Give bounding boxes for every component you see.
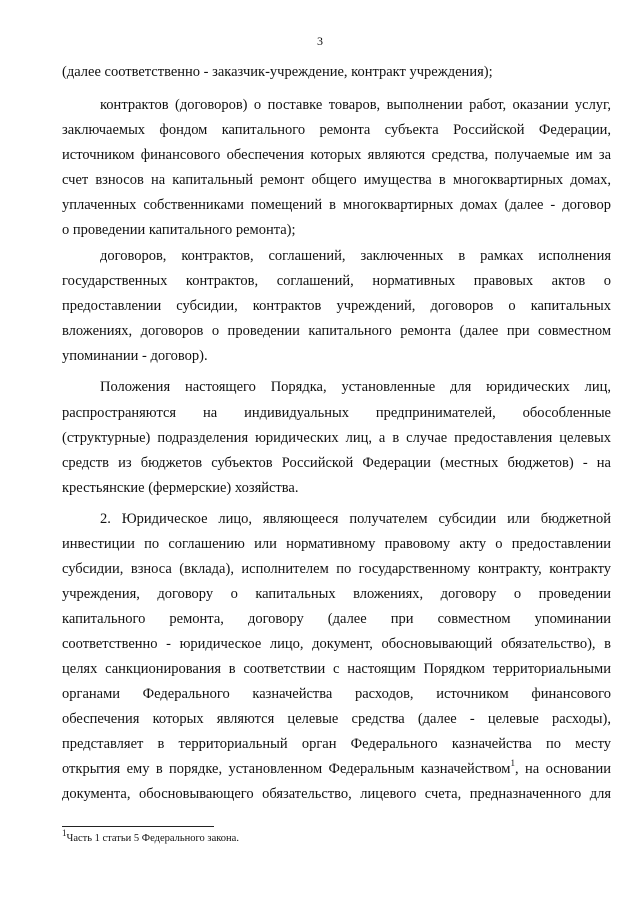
text-line-29: документа, обосновывающего обязательство, лицевого счета, предназначенного для: [62, 786, 611, 802]
footnote-reference: 1: [510, 758, 515, 769]
text-line-17: крестьянские (фермерские) хозяйства.: [62, 480, 299, 496]
footnote-text: Часть 1 статьи 5 Федерального закона.: [66, 833, 239, 844]
text-line-8: договоров, контрактов, соглашений, заключенных в рамках исполнения: [100, 248, 611, 264]
text-line-10: предоставлении субсидии, контрактов учреждений, договоров о капитальных: [62, 298, 611, 314]
text-line-2: контрактов (договоров) о поставке товаров, выполнении работ, оказании услуг,: [100, 97, 611, 113]
text-line-28: [62, 759, 611, 779]
text-line-27: представляет в территориальный орган Федерального казначейства по месту: [62, 736, 611, 752]
text-line-6: уплаченных собственниками помещений в многоквартирных домах (далее - договор: [62, 197, 611, 213]
text-line-20: субсидии, взноса (вклада), исполнителем по государственному контракту, контракту: [62, 561, 611, 577]
text-line-25: органами Федерального казначейства расходов, источником финансового: [62, 686, 611, 702]
page-number: 3: [317, 34, 323, 48]
text-line-9: государственных контрактов, соглашений, нормативных правовых актов о: [62, 273, 611, 289]
text-line-15: (структурные) подразделения юридических лиц, а в случае предоставления целевых: [62, 430, 611, 446]
text-line-7: о проведении капитального ремонта);: [62, 222, 296, 238]
text-line-28-main: открытия ему в порядке, установленном Федеральным казначейством: [62, 761, 511, 777]
text-line-28-suffix: , на основании: [515, 761, 612, 777]
text-line-18: 2. Юридическое лицо, являющееся получателем субсидии или бюджетной: [100, 511, 611, 527]
text-line-1: (далее соответственно - заказчик-учреждение, контракт учреждения);: [62, 64, 493, 80]
text-line-26: обеспечения которых являются целевые средства (далее - целевые расходы),: [62, 711, 611, 727]
text-line-16: средств из бюджетов субъектов Российской Федерации (местных бюджетов) - на: [62, 455, 611, 471]
text-line-21: учреждения, договору о капитальных вложениях, договору о проведении: [62, 586, 611, 602]
footnote-mark: 1: [62, 827, 67, 838]
text-line-11: вложениях, договоров о проведении капитального ремонта (далее при совместном: [62, 323, 611, 339]
text-line-12: упоминании - договор).: [62, 348, 208, 364]
text-line-19: инвестиции по соглашению или нормативному правовому акту о предоставлении: [62, 536, 611, 552]
footnote-divider: [62, 826, 214, 827]
text-line-13: Положения настоящего Порядка, установленные для юридических лиц,: [100, 379, 611, 395]
text-line-23: соответственно - юридическое лицо, документ, обосновывающий обязательство), в: [62, 636, 611, 652]
text-line-3: заключаемых фондом капитального ремонта субъекта Российской Федерации,: [62, 122, 611, 138]
text-line-14: распространяются на индивидуальных предпринимателей, обособленные: [62, 405, 611, 421]
text-line-24: целях санкционирования в соответствии с настоящим Порядком территориальными: [62, 661, 611, 677]
footnote: [62, 827, 239, 846]
text-line-4: источником финансового обеспечения которых являются средства, получаемые им за: [62, 147, 611, 163]
text-line-5: счет взносов на капитальный ремонт общего имущества в многоквартирных домах,: [62, 172, 611, 188]
text-line-22: капитального ремонта, договору (далее при совместном упоминании: [62, 611, 611, 627]
